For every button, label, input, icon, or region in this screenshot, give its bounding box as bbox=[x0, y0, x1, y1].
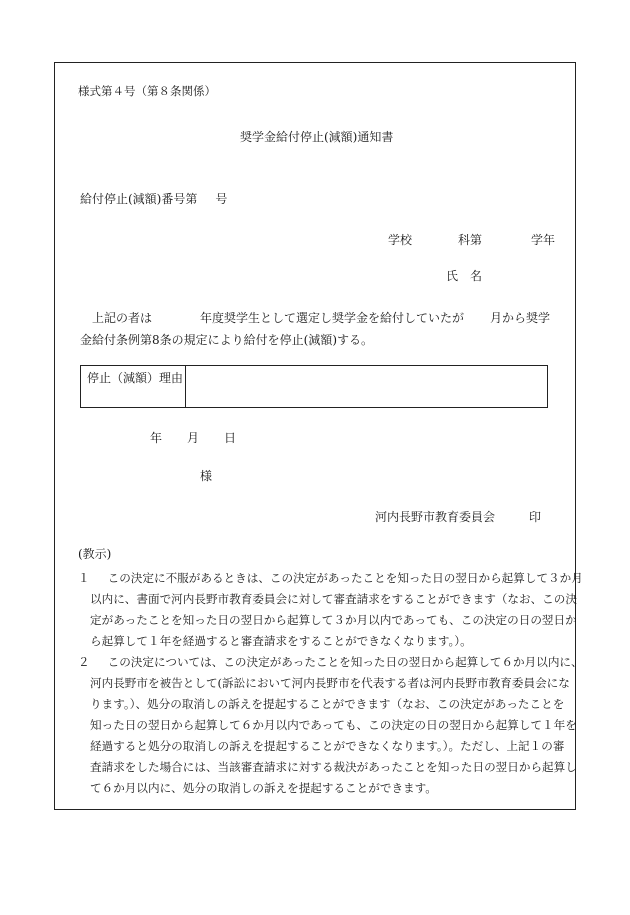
issuer-seal: 印 bbox=[529, 510, 542, 524]
department-label: 科第 bbox=[458, 233, 483, 247]
instruction-item-2-number: ２ bbox=[78, 655, 90, 669]
instruction-item-1-line: 定があったことを知った日の翌日から起算して３か月以内であっても、この決定の日の翌日か bbox=[90, 613, 577, 627]
grant-number-line bbox=[80, 193, 227, 205]
school-label: 学校 bbox=[388, 233, 413, 247]
instruction-item-1-line: １ この決定に不服があるときは、この決定があったことを知った日の翌日から起算して３か月 bbox=[78, 571, 583, 585]
body-line1-a: 上記の者は bbox=[92, 311, 153, 325]
instruction-item-2-line: 経過すると処分の取消しの訴えを提起することができなくなります。）。ただし、上記１の審 bbox=[90, 739, 565, 753]
reason-label: 停止（減額）理由 bbox=[87, 371, 184, 385]
addressee-honorific: 様 bbox=[200, 469, 213, 483]
date-line bbox=[150, 432, 236, 444]
instruction-item-1-line: 以内に、書面で河内長野市教育委員会に対して審査請求をすることができます（なお、この決 bbox=[90, 592, 577, 606]
instruction-item-2-line: ２ この決定については、この決定があったことを知った日の翌日から起算して６か月以内に、 bbox=[78, 655, 583, 669]
reason-divider bbox=[185, 366, 186, 407]
instruction-item-2-line: て６か月以内に、処分の取消しの訴えを提起することができます。 bbox=[90, 781, 437, 795]
school-line bbox=[388, 234, 555, 246]
issuer-line bbox=[375, 511, 541, 523]
name-label: 氏 名 bbox=[446, 269, 483, 283]
instructions-list bbox=[78, 568, 583, 799]
grant-number-suffix: 号 bbox=[215, 192, 228, 206]
body-line2: 金給付条例第8条の規定により給付を停止(減額)する。 bbox=[80, 333, 374, 347]
document-title: 奨学金給付停止(減額)通知書 bbox=[240, 130, 394, 144]
grant-number-prefix: 給付停止(減額)番号第 bbox=[80, 192, 198, 206]
date-month: 月 bbox=[187, 431, 200, 445]
instruction-item-2-line: 査請求をした場合には、当該審査請求に対する裁決があったことを知った日の翌日から起算し bbox=[90, 760, 577, 774]
date-year: 年 bbox=[150, 431, 163, 445]
grade-label: 学年 bbox=[531, 233, 556, 247]
instruction-item-2-line: 知った日の翌日から起算して６か月以内であっても、この決定の日の翌日から起算して１年を bbox=[90, 718, 577, 732]
notice-body bbox=[80, 307, 560, 351]
instruction-item-1-line: ら起算して１年を経過すると審査請求をすることができなくなります。）。 bbox=[90, 634, 472, 648]
instructions-heading: (教示) bbox=[78, 547, 112, 561]
reason-table bbox=[80, 365, 548, 408]
date-day: 日 bbox=[224, 431, 237, 445]
instruction-item-1-number: １ bbox=[78, 571, 90, 585]
body-line1-b: 年度奨学生として選定し奨学金を給付していたが bbox=[200, 311, 465, 325]
instruction-item-2-line: ります。）、処分の取消しの訴えを提起することができます（なお、この決定があったことを bbox=[90, 697, 565, 711]
body-line1-c: 月から奨学 bbox=[490, 311, 551, 325]
form-number: 様式第４号（第８条関係） bbox=[78, 84, 216, 98]
instruction-item-2-line: 河内長野市を被告として(訴訟において河内長野市を代表する者は河内長野市教育委員会にな bbox=[90, 676, 570, 690]
issuer-name: 河内長野市教育委員会 bbox=[375, 510, 496, 524]
